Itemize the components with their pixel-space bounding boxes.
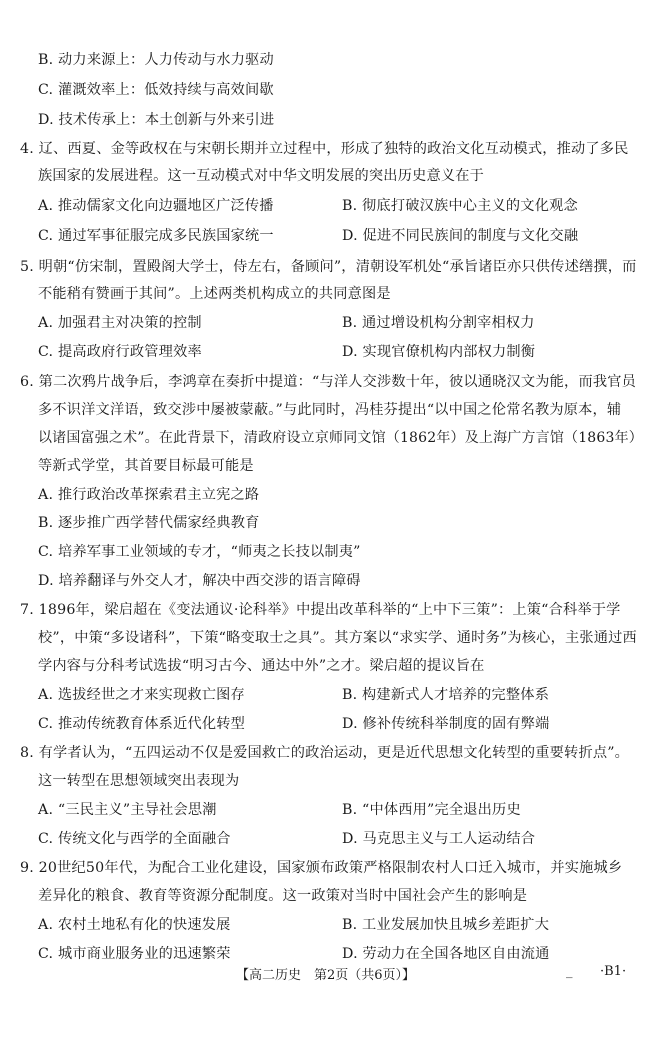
q9-option-b: B. 工业发展加快且城乡差距扩大: [342, 917, 550, 933]
q3-option-d: D. 技术传承上：本土创新与外来引进: [38, 112, 275, 128]
paper-code: ·B1·: [600, 964, 627, 979]
q8-stem-line2: 这一转型在思想领域突出表现为: [38, 773, 240, 789]
q4-stem-line1: 4. 辽、西夏、金等政权在与宋朝长期并立过程中，形成了独特的政治文化互动模式，推动了多民: [20, 141, 629, 157]
q4-option-c: C. 通过军事征服完成多民族国家统一: [38, 228, 274, 244]
q8-option-c: C. 传统文化与西学的全面融合: [38, 831, 231, 847]
q5-stem-line2: 不能稍有赞画于其间”。上述两类机构成立的共同意图是: [38, 286, 391, 302]
q4-option-d: D. 促进不同民族间的制度与文化交融: [342, 228, 579, 244]
q4-stem-line2: 族国家的发展进程。这一互动模式对中华文明发展的突出历史意义在于: [38, 168, 485, 184]
q7-stem-line2: 校”，中策“多设诸科”，下策“略变取士之具”。其方案以“求实学、通时务”为核心，主张通过西: [38, 630, 637, 646]
q8-option-d: D. 马克思主义与工人运动结合: [342, 831, 536, 847]
footer-dash: _: [566, 964, 573, 979]
q9-stem-line1: 9. 20世纪50年代，为配合工业化建设，国家颁布政策严格限制农村人口迁入城市，并实施城乡: [20, 860, 623, 876]
q6-option-b: B. 逐步推广西学替代儒家经典教育: [38, 515, 260, 531]
q9-option-d: D. 劳动力在全国各地区自由流通: [342, 946, 550, 962]
q5-stem-line1: 5. 明朝“仿宋制，置殿阁大学士，侍左右，备顾问”，清朝设军机处“承旨诸臣亦只供传述缮撰，而: [20, 259, 637, 275]
q4-option-a: A. 推动儒家文化向边疆地区广泛传播: [38, 198, 274, 214]
q6-stem-line4: 等新式学堂，其首要目标最可能是: [38, 458, 254, 474]
page-number-label: 【高二历史 第2页（共6页）】: [236, 968, 416, 983]
q6-option-d: D. 培养翻译与外交人才，解决中西交涉的语言障碍: [38, 573, 361, 589]
q5-option-b: B. 通过增设机构分割宰相权力: [342, 315, 535, 331]
q6-stem-line2: 多不识洋文洋语，致交涉中屡被蒙蔽。”与此同时，冯桂芬提出“以中国之伦常名教为原本，辅: [38, 402, 622, 418]
q5-option-a: A. 加强君主对决策的控制: [38, 315, 202, 331]
q8-stem-line1: 8. 有学者认为，“五四运动不仅是爱国救亡的政治运动，更是近代思想文化转型的重要转折点”。: [20, 745, 630, 761]
q3-option-c: C. 灌溉效率上：低效持续与高效间歇: [38, 82, 274, 98]
q4-option-b: B. 彻底打破汉族中心主义的文化观念: [342, 198, 578, 214]
q7-option-d: D. 修补传统科举制度的固有弊端: [342, 716, 550, 732]
q7-option-a: A. 选拔经世之才来实现救亡图存: [38, 687, 245, 703]
q5-option-d: D. 实现官僚机构内部权力制衡: [342, 344, 536, 360]
q6-stem-line1: 6. 第二次鸦片战争后，李鸿章在奏折中提道：“与洋人交涉数十年，彼以通晓汉文为能，而我官员: [20, 374, 636, 390]
q7-option-b: B. 构建新式人才培养的完整体系: [342, 687, 550, 703]
q9-option-a: A. 农村土地私有化的快速发展: [38, 917, 231, 933]
q7-option-c: C. 推动传统教育体系近代化转型: [38, 716, 246, 732]
q8-option-a: A. “三民主义”主导社会思潮: [38, 802, 217, 818]
q8-option-b: B. “中体西用”完全退出历史: [342, 802, 521, 818]
q3-option-b: B. 动力来源上：人力传动与水力驱动: [38, 52, 274, 68]
q6-option-a: A. 推行政治改革探索君主立宪之路: [38, 487, 260, 503]
page-footer: [0, 962, 649, 986]
q5-option-c: C. 提高政府行政管理效率: [38, 344, 202, 360]
q7-stem-line3: 学内容与分科考试选拔“明习古今、通达中外”之才。梁启超的提议旨在: [38, 658, 485, 674]
q9-option-c: C. 城市商业服务业的迅速繁荣: [38, 946, 231, 962]
q6-stem-line3: 以诸国富强之术”。在此背景下，清政府设立京师同文馆（1862年）及上海广方言馆（1863年）: [38, 430, 643, 446]
q7-stem-line1: 7. 1896年，梁启超在《变法通议·论科举》中提出改革科举的“上中下三策”：上策“合科举于学: [20, 602, 621, 618]
q6-option-c: C. 培养军事工业领域的专才，“师夷之长技以制夷”: [38, 544, 361, 560]
q9-stem-line2: 差异化的粮食、教育等资源分配制度。这一政策对当时中国社会产生的影响是: [38, 888, 528, 904]
